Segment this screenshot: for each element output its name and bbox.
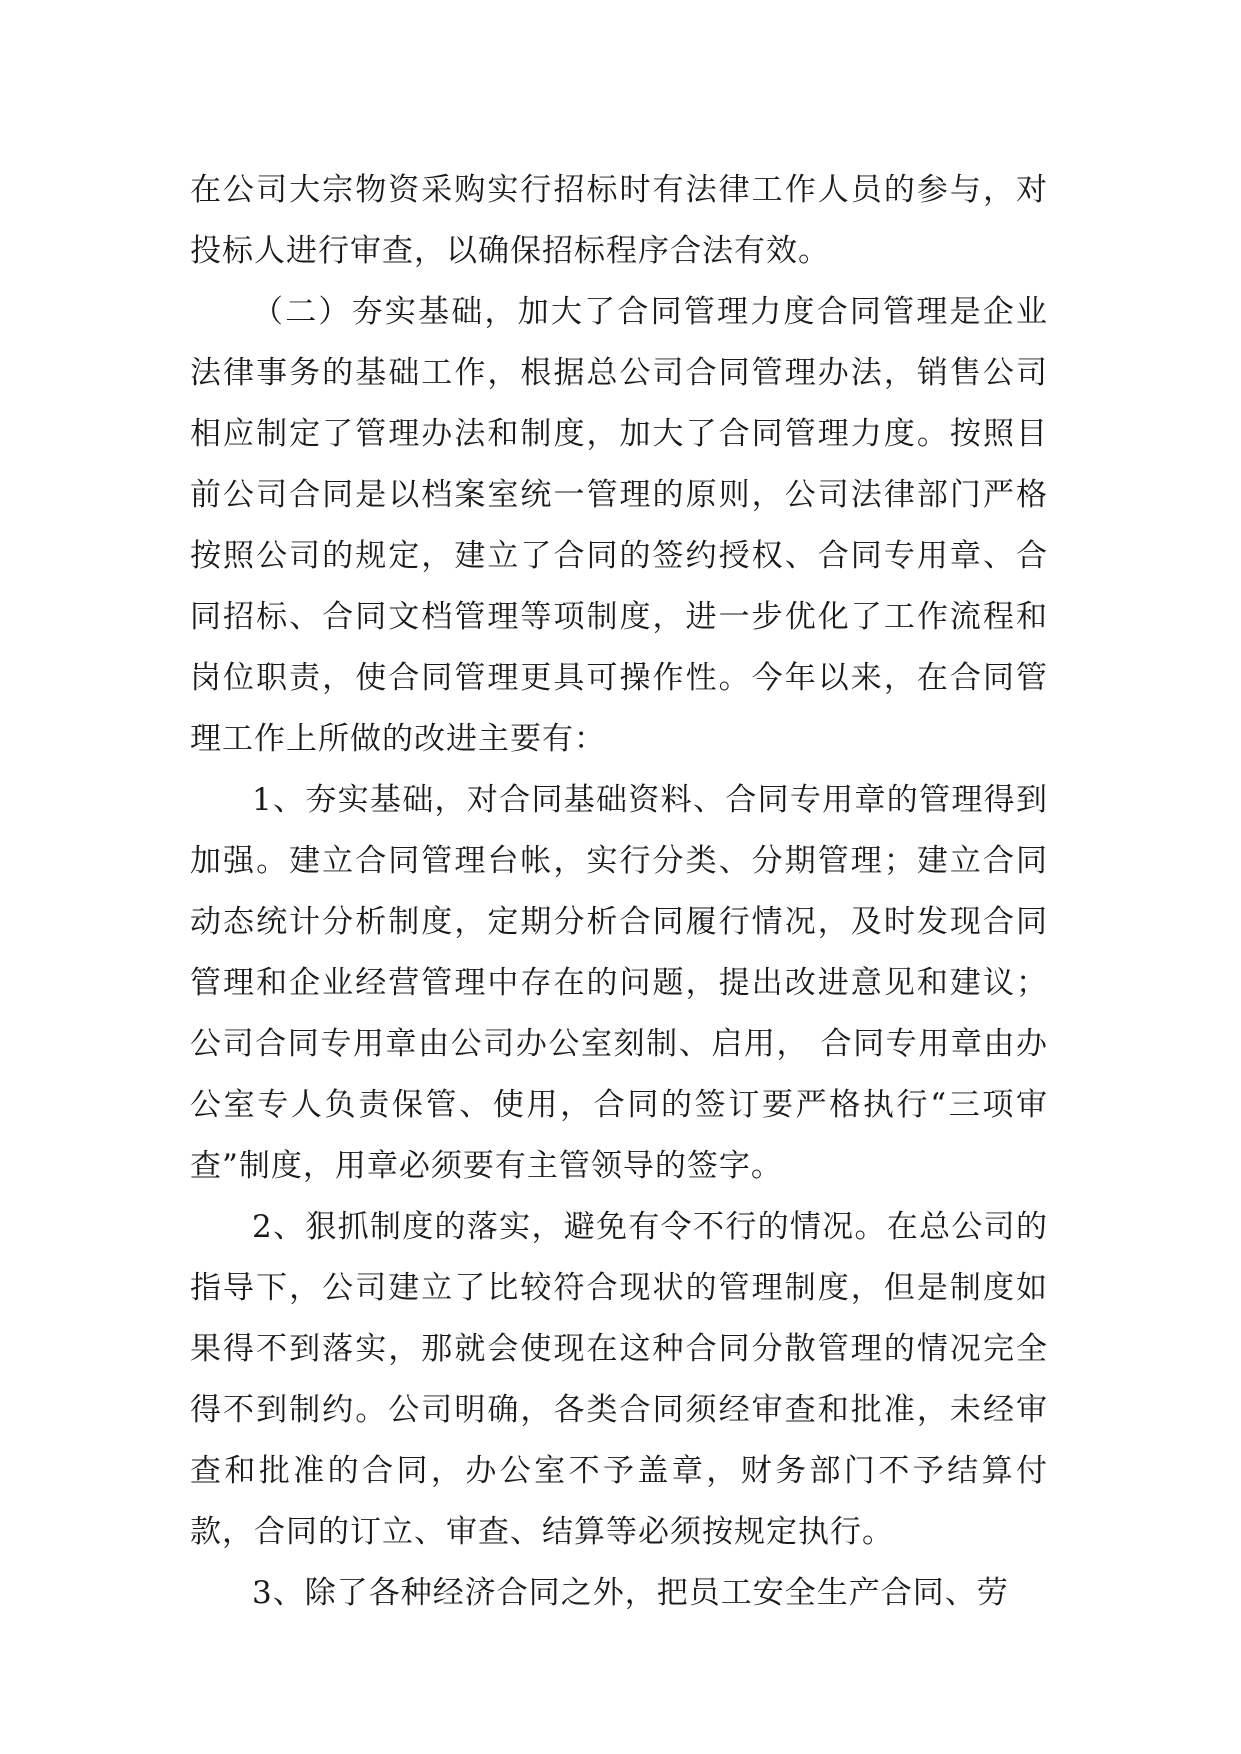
paragraph-contract-management: （二）夯实基础，加大了合同管理力度合同管理是企业法律事务的基础工作，根据总公司合同管理办法，销售公司相应制定了管理办法和制度，加大了合同管理力度。按照目前公司合同是以档案室统一管理的原则，公司法律部门严格按照公司的规定，建立了合同的签约授权、合同专用章、合同招标、合同文档管理等项制度，进一步优化了工作流程和岗位职责，使合同管理更具可操作性。今年以来，在合同管理工作上所做的改进主要有： <box>190 294 1048 757</box>
paragraph-item-3: 3、除了各种经济合同之外，把员工安全生产合同、劳 <box>252 1575 1009 1611</box>
document-body <box>190 160 1048 1624</box>
paragraph-item-2: 2、狠抓制度的落实，避免有令不行的情况。在总公司的指导下，公司建立了比较符合现状的管理制度，但是制度如果得不到落实，那就会使现在这种合同分散管理的情况完全得不到制约。公司明确，各类合同须经审查和批准，未经审查和批准的合同，办公室不予盖章，财务部门不予结算付款，合同的订立、审查、结算等必须按规定执行。 <box>190 1209 1048 1550</box>
paragraph-item-1: 1、夯实基础，对合同基础资料、合同专用章的管理得到加强。建立合同管理台帐，实行分类、分期管理；建立合同动态统计分析制度，定期分析合同履行情况，及时发现合同管理和企业经营管理中存在的问题，提出改进意见和建议；公司合同专用章由公司办公室刻制、启用， 合同专用章由办公室专人负责保管、使用，合同的签订要严格执行“三项审查”制度，用章必须要有主管领导的签字。 <box>190 782 1048 1184</box>
paragraph-bidding-review: 在公司大宗物资采购实行招标时有法律工作人员的参与，对投标人进行审查，以确保招标程序合法有效。 <box>190 172 1048 269</box>
